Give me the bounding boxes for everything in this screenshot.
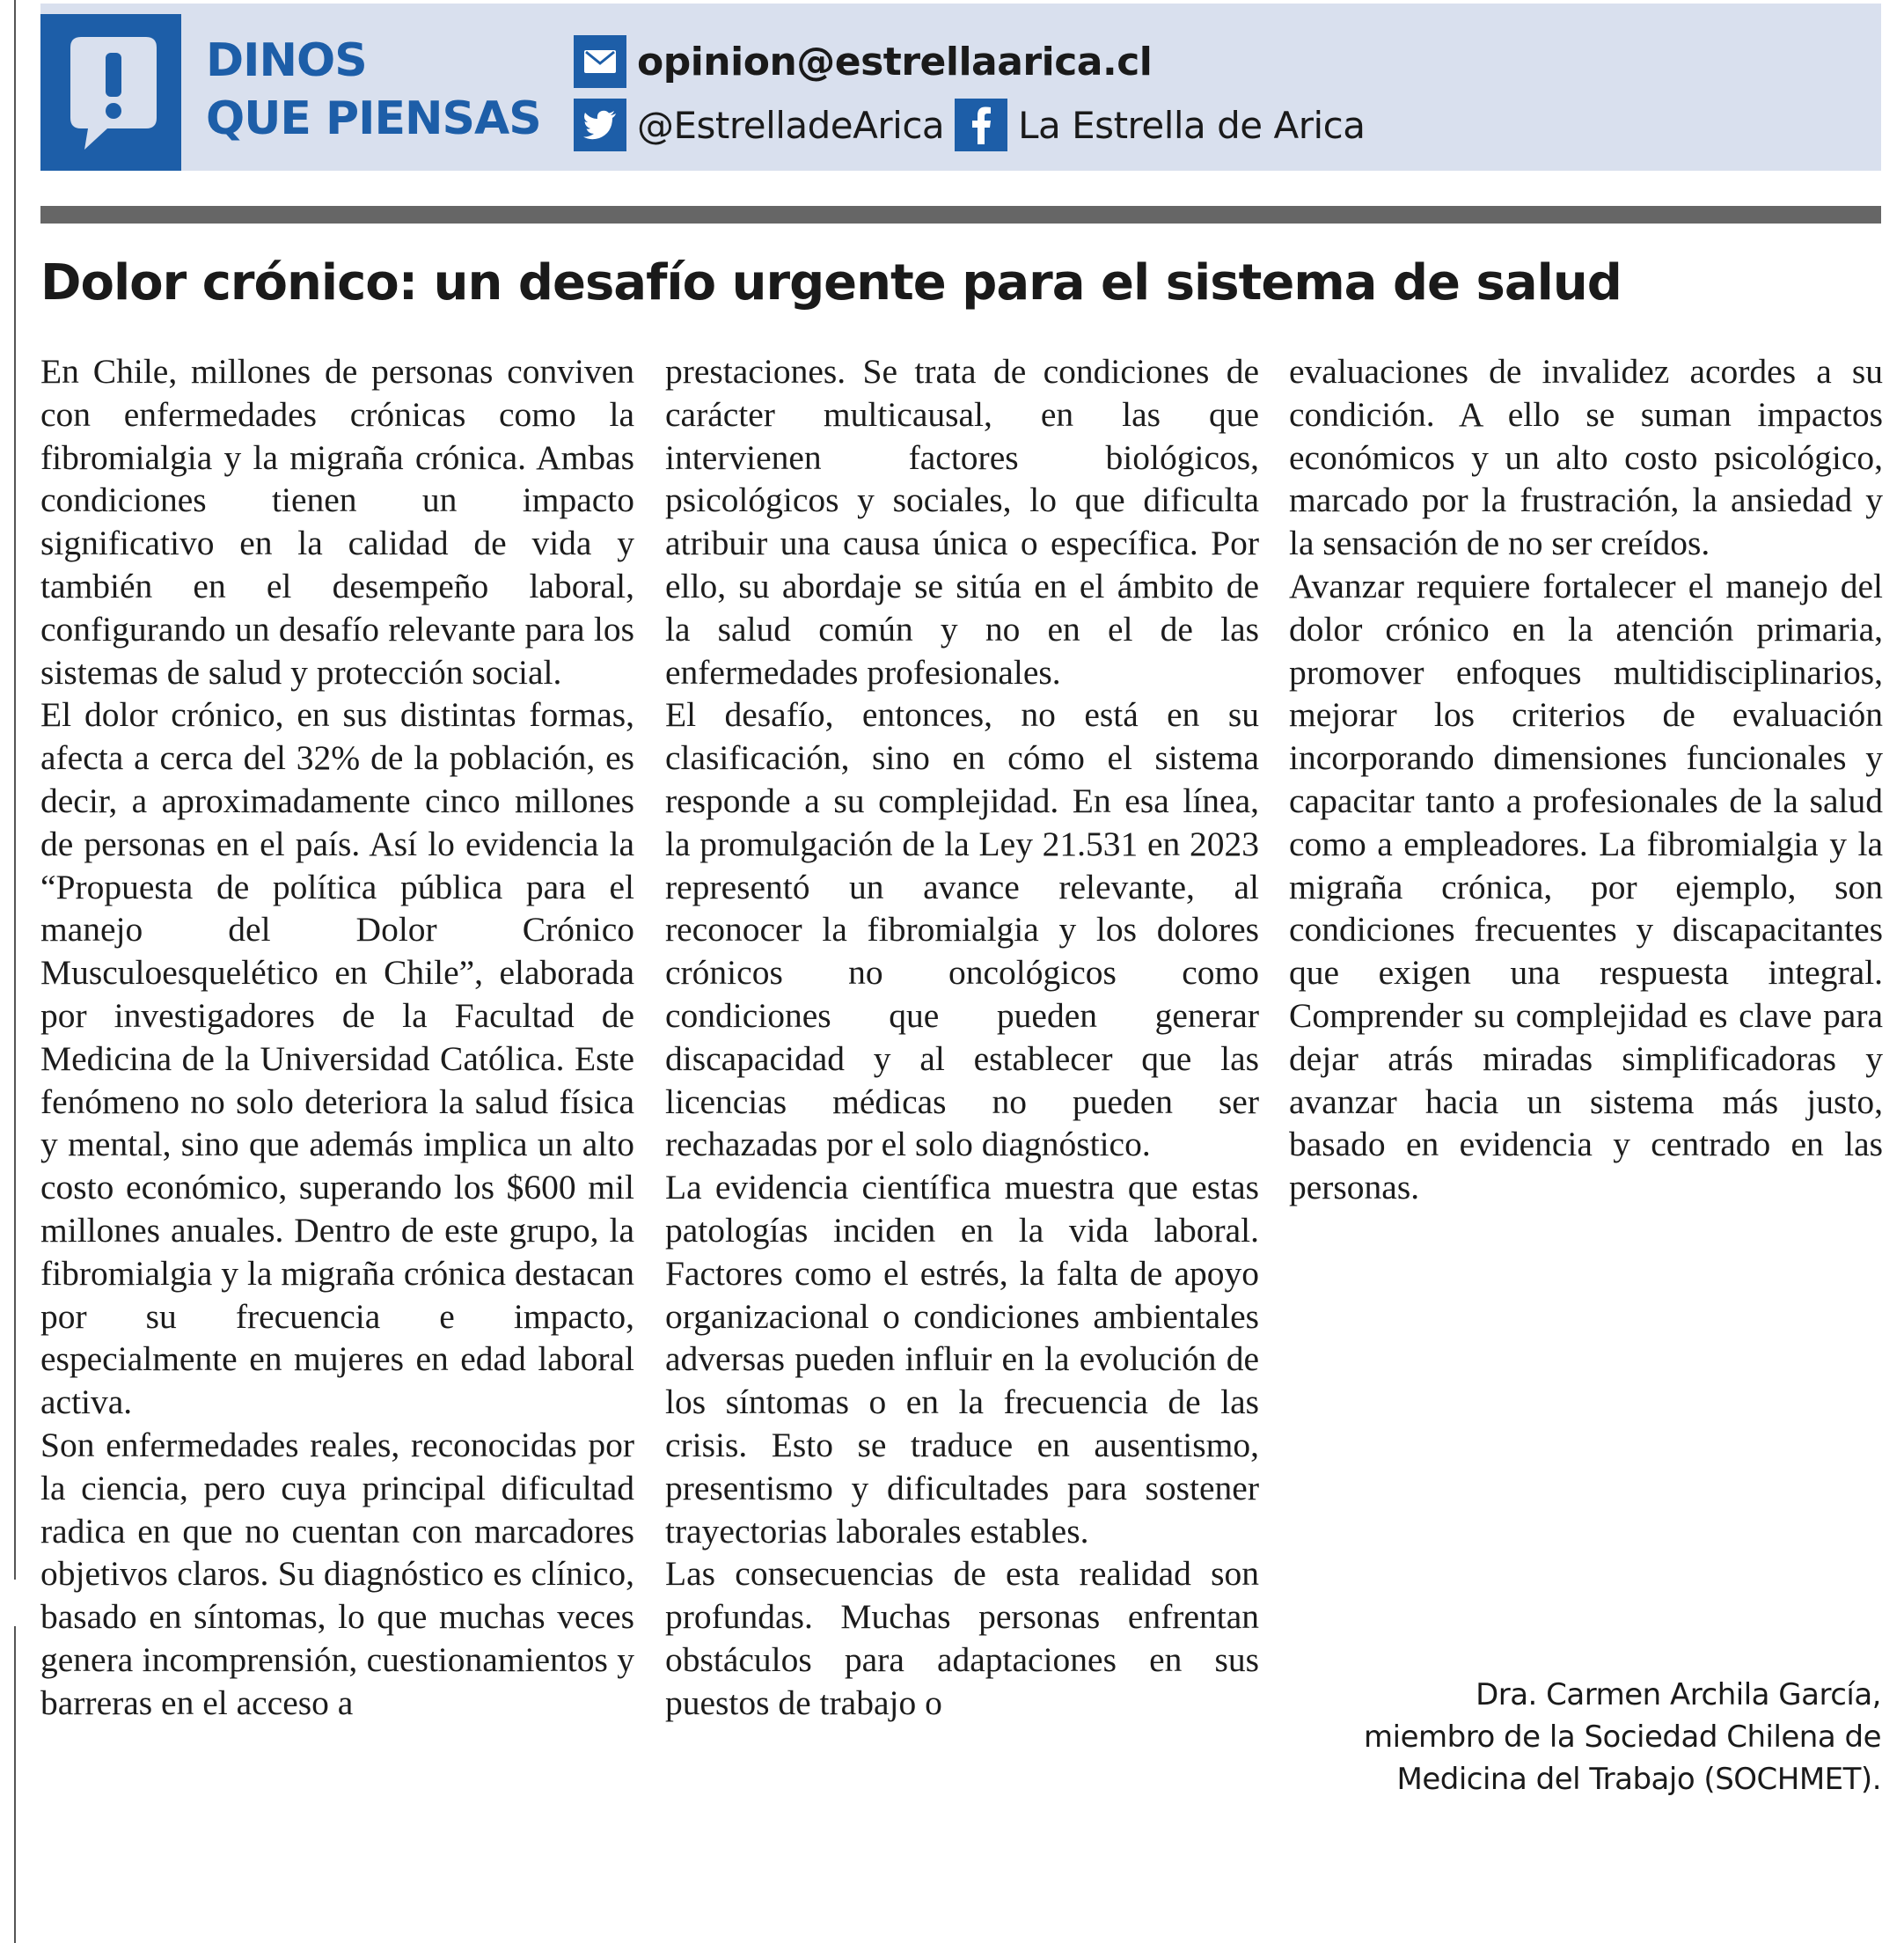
opinion-header [40,4,1881,171]
page-edge-line [14,0,16,1580]
author-name: Dra. Carmen Archila García, [1476,1677,1881,1712]
page-edge-line [14,1626,16,1943]
article-paragraph: Avanzar requiere fortalecer el manejo del dolor crónico en la atención primaria, promover enfoques multidisciplinarios, mejorar los criterios de evaluación incorporando dimensiones funcionales y capacitar tanto a profesionales de la salud como a empleadores. La fibromialgia y la migraña crónica, por ejemplo, son condiciones frecuentes y discapacitantes que exigen una respuesta integral. Comprender su complejidad es clave para dejar atrás miradas simplificadoras y avanzar hacia un sistema más justo, basado en evidencia y centrado en las personas. [1289,566,1883,1207]
article-headline: Dolor crónico: un desafío urgente para el sistema de salud [40,254,1622,312]
section-title [206,32,541,148]
facebook-page[interactable]: La Estrella de Arica [1018,103,1366,147]
exclamation-bubble-icon [65,30,162,153]
email-contact[interactable] [574,35,1152,88]
facebook-icon [955,99,1007,151]
article-column [1289,350,1883,1209]
section-title-line: DINOS [206,34,367,87]
article-paragraph: Las consecuencias de esta realidad son profundas. Muchas personas enfrentan obstáculos para adaptaciones en sus puestos de trabajo o [665,1554,1259,1722]
section-title-line: QUE PIENSAS [206,92,541,145]
article-paragraph: Son enfermedades reales, reconocidas por la ciencia, pero cuya principal dificultad radica en que no cuentan con marcadores objetivos claros. Su diagnóstico es clínico, basado en síntomas, lo que muchas veces genera incomprensión, cuestionamientos y barreras en el acceso a [40,1425,634,1722]
author-signature [1364,1674,1881,1800]
article-column [665,350,1259,1725]
article-paragraph: El desafío, entonces, no está en su clasificación, sino en cómo el sistema responde a su complejidad. En esa línea, la promulgación de la Ley 21.531 en 2023 representó un avance relevante, al reconocer la fibromialgia y los dolores crónicos no oncológicos como condiciones que pueden generar discapacidad y al establecer que las licencias médicas no pueden ser rechazadas por el solo diagnóstico. [665,695,1259,1164]
social-contacts [574,99,1366,151]
twitter-handle[interactable]: @EstrelladeArica [637,103,945,147]
article-paragraph: En Chile, millones de personas conviven con enfermedades crónicas como la fibromialgia y la migraña crónica. Ambas condiciones tienen un impacto significativo en la calidad de vida y también en el desempeño laboral, configurando un desafío relevante para los sistemas de salud y protección social. [40,352,634,692]
author-affiliation: miembro de la Sociedad Chilena de [1364,1719,1881,1755]
article-paragraph: La evidencia científica muestra que estas patologías inciden en la vida laboral. Factores como el estrés, la falta de apoyo organizacional o condiciones ambientales adversas pueden influir en la evolución de los síntomas o en la frecuencia de las crisis. Esto se traduce en ausentismo, presentismo y dificultades para sostener trayectorias laborales estables. [665,1168,1259,1551]
article-paragraph: El dolor crónico, en sus distintas formas, afecta a cerca del 32% de la población, es decir, a aproximadamente cinco millones de personas en el país. Así lo evidencia la “Propuesta de política pública para el manejo del Dolor Crónico Musculoesquelético en Chile”, elaborada por investigadores de la Facultad de Medicina de la Universidad Católica. Este fenómeno no solo deteriora la salud física y mental, sino que además implica un alto costo económico, superando los $600 mil millones anuales. Dentro de este grupo, la fibromialgia y la migraña crónica destacan por su frecuencia e impacto, especialmente en mujeres en edad laboral activa. [40,695,634,1422]
article-column [40,350,634,1725]
email-address[interactable]: opinion@estrellaarica.cl [637,39,1153,84]
section-logo [40,14,181,171]
section-divider [40,206,1881,224]
article-paragraph: evaluaciones de invalidez acordes a su condición. A ello se suman impactos económicos y un alto costo psicológico, marcado por la frustración, la ansiedad y la sensación de no ser creídos. [1289,352,1883,563]
twitter-icon [574,99,626,151]
author-affiliation: Medicina del Trabajo (SOCHMET). [1396,1762,1881,1797]
mail-icon [574,35,626,88]
article-paragraph: prestaciones. Se trata de condiciones de carácter multicausal, en las que intervienen factores biológicos, psicológicos y sociales, lo que dificulta atribuir una causa única o específica. Por ello, su abordaje se sitúa en el ámbito de la salud común y no en el de las enfermedades profesionales. [665,352,1259,692]
